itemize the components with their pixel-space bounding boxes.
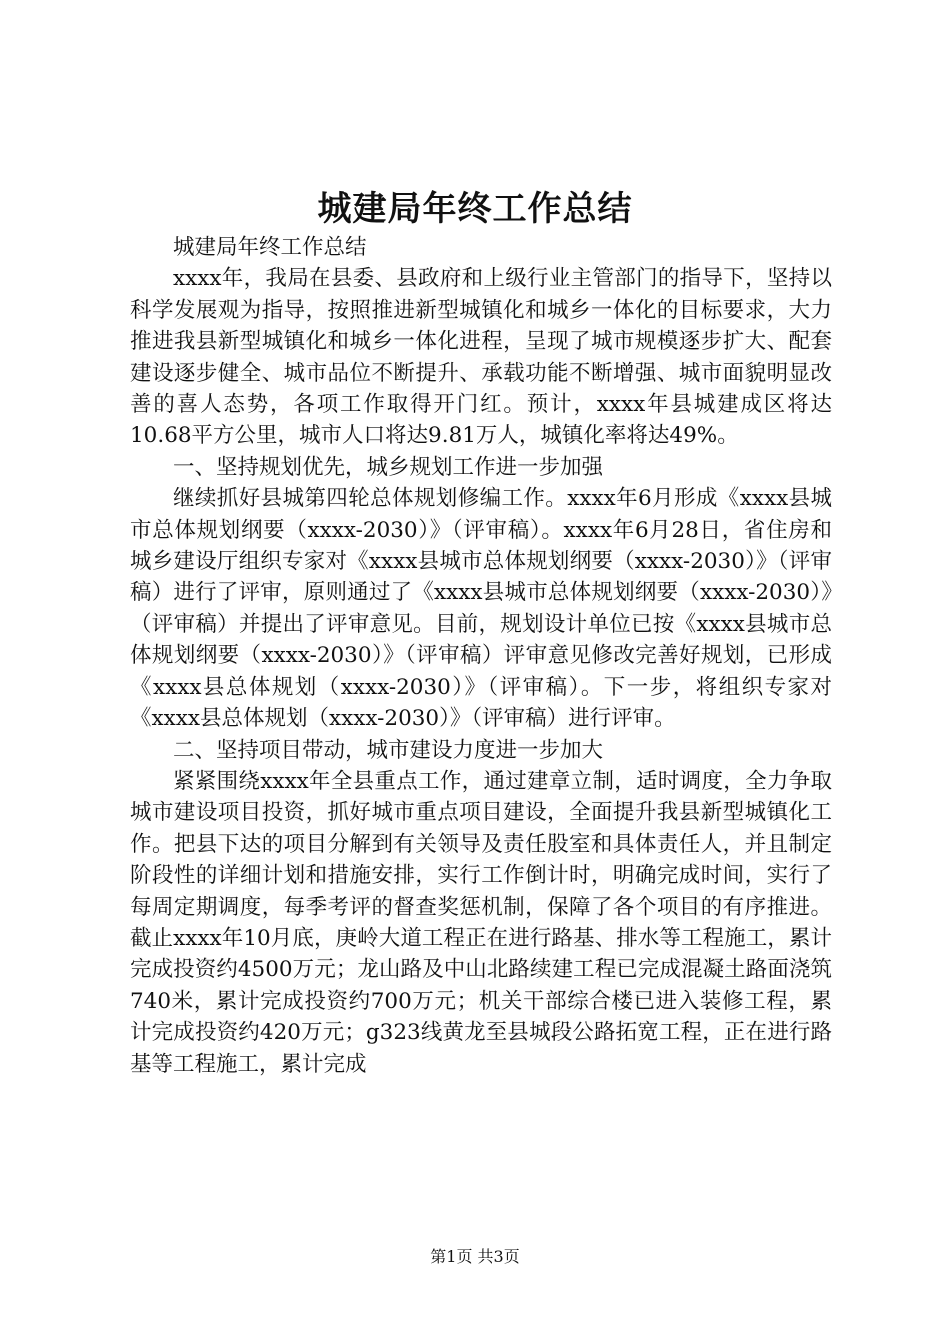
paragraph-intro: xxxx年，我局在县委、县政府和上级行业主管部门的指导下，坚持以科学发展观为指导，按照推进新型城镇化和城乡一体化的目标要求，大力推进我县新型城镇化和城乡一体化进程，呈现了城市规模逐步扩大、配套建设逐步健全、城市品位不断提升、承载功能不断增强、城市面貌明显改善的喜人态势，各项工作取得开门红。预计，xxxx年县城建成区将达10.68平方公里，城市人口将达9.81万人，城镇化率将达49%。 xyxy=(130,266,832,449)
document-title: 城建局年终工作总结 xyxy=(317,189,633,229)
section-heading-2: 二、坚持项目带动，城市建设力度进一步加大 xyxy=(173,737,604,763)
page-footer: 第1页 共3页 xyxy=(430,1247,520,1266)
section-heading-1: 一、坚持规划优先，城乡规划工作进一步加强 xyxy=(173,454,604,480)
paragraph-heading: 城建局年终工作总结 xyxy=(173,235,367,260)
paragraph-projects: 紧紧围绕xxxx年全县重点工作，通过建章立制，适时调度，全力争取城市建设项目投资，抓好城市重点项目建设，全面提升我县新型城镇化工作。把县下达的项目分解到有关领导及责任股室和具体责任人，并且制定阶段性的详细计划和措施安排，实行工作倒计时，明确完成时间，实行了每周定期调度，每季考评的督查奖惩机制，保障了各个项目的有序推进。截止xxxx年10月底，庚岭大道工程正在进行路基、排水等工程施工，累计完成投资约4500万元；龙山路及中山北路续建工程已完成混凝土路面浇筑740米，累计完成投资约700万元；机关干部综合楼已进入装修工程，累计完成投资约420万元；g323线黄龙至县城段公路拓宽工程，正在进行路基等工程施工，累计完成 xyxy=(130,768,832,1077)
paragraph-planning: 继续抓好县城第四轮总体规划修编工作。xxxx年6月形成《xxxx县城市总体规划纲要（xxxx-2030）》（评审稿）。xxxx年6月28日，省住房和城乡建设厅组织专家对《xxxx县城市总体规划纲要（xxxx-2030）》（评审稿）进行了评审，原则通过了《xxxx县城市总体规划纲要（xxxx-2030）》（评审稿）并提出了评审意见。目前，规划设计单位已按《xxxx县城市总体规划纲要（xxxx-2030）》（评审稿）评审意见修改完善好规划，已形成《xxxx县总体规划（xxxx-2030）》（评审稿）。下一步，将组织专家对《xxxx县总体规划（xxxx-2030）》（评审稿）进行评审。 xyxy=(130,486,832,732)
document-body xyxy=(130,232,832,1080)
